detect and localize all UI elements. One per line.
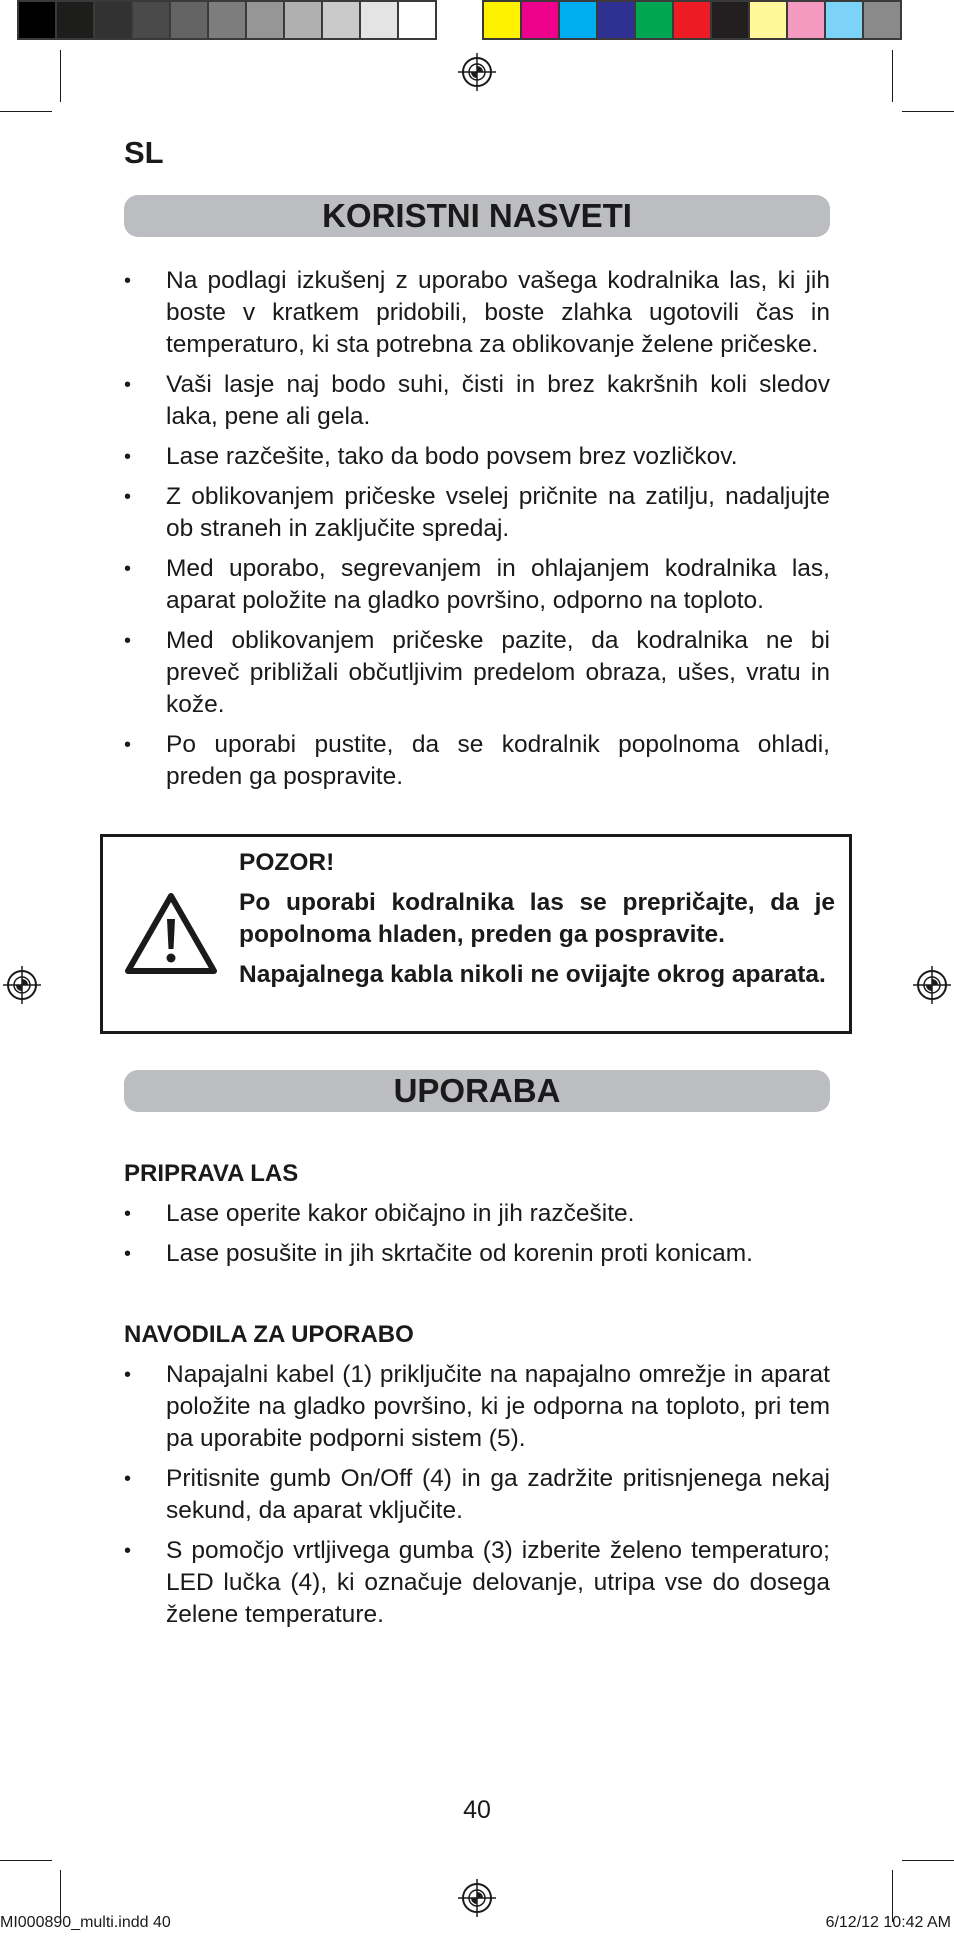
crop-mark xyxy=(0,111,52,112)
bullet: • xyxy=(124,1203,132,1225)
color-swatch xyxy=(283,0,323,40)
color-swatch xyxy=(824,0,864,40)
registration-mark-icon xyxy=(3,966,41,1004)
warning-heading: POZOR! xyxy=(239,849,335,876)
registration-mark-icon xyxy=(913,966,951,1004)
color-swatch xyxy=(862,0,902,40)
warning-box xyxy=(100,834,852,1034)
list-item: • Napajalni kabel (1) priključite na napajalno omrežje in aparat položite na gladko površino, ki je odporna na toploto, pri tem pa uporabite podporni sistem (5). xyxy=(124,1361,830,1452)
color-swatch xyxy=(245,0,285,40)
crop-mark xyxy=(902,111,954,112)
bullet: • xyxy=(124,486,132,508)
color-swatch xyxy=(17,0,57,40)
crop-mark xyxy=(902,1860,954,1861)
color-swatch xyxy=(558,0,598,40)
warning-triangle-icon xyxy=(123,891,219,977)
warning-line: Napajalnega kabla nikoli ne ovijajte okrog aparata. xyxy=(239,961,826,988)
language-code: SL xyxy=(124,135,164,170)
color-swatch xyxy=(207,0,247,40)
list-item: • Z oblikovanjem pričeske vselej pričnite na zatilju, nadaljujte ob straneh in zaključite spredaj. xyxy=(124,483,830,542)
registration-mark-icon xyxy=(458,53,496,91)
list-item: • Lase razčešite, tako da bodo povsem brez vozličkov. xyxy=(124,441,830,473)
hair-prep-list xyxy=(124,1198,830,1278)
bullet: • xyxy=(124,1540,132,1562)
bullet: • xyxy=(124,270,132,292)
color-swatch xyxy=(748,0,788,40)
subsection-title-priprava-las: PRIPRAVA LAS xyxy=(124,1160,299,1187)
list-item: • Med oblikovanjem pričeske pazite, da kodralnika ne bi preveč približali občutljivim predelom obraza, ušes, vratu in kože. xyxy=(124,627,830,718)
grayscale-color-bar xyxy=(19,0,437,44)
color-swatch xyxy=(131,0,171,40)
slug-file: MI000890_multi.indd 40 xyxy=(0,1914,171,1931)
color-swatch xyxy=(672,0,712,40)
color-swatch xyxy=(710,0,750,40)
bullet: • xyxy=(124,558,132,580)
list-item: • S pomočjo vrtljivega gumba (3) izberite želeno temperaturo; LED lučka (4), ki označuje delovanje, utripa vse do dosega želene temperature. xyxy=(124,1537,830,1628)
bullet: • xyxy=(124,1364,132,1386)
registration-mark-icon xyxy=(458,1879,496,1917)
crop-mark xyxy=(0,1860,52,1861)
list-item: • Med uporabo, segrevanjem in ohlajanjem kodralnika las, aparat položite na gladko površino, odporno na toploto. xyxy=(124,555,830,614)
color-swatch xyxy=(321,0,361,40)
color-swatch xyxy=(634,0,674,40)
warning-text xyxy=(239,847,835,999)
list-item: • Po uporabi pustite, da se kodralnik popolnoma ohladi, preden ga pospravite. xyxy=(124,731,830,790)
color-swatch xyxy=(482,0,522,40)
process-color-bar xyxy=(484,0,902,44)
color-swatch xyxy=(596,0,636,40)
section-title-koristni-nasveti: KORISTNI NASVETI xyxy=(124,195,830,237)
bullet: • xyxy=(124,374,132,396)
color-swatch xyxy=(397,0,437,40)
list-item: • Pritisnite gumb On/Off (4) in ga zadržite pritisnjenega nekaj sekund, da aparat vključite. xyxy=(124,1465,830,1524)
bullet: • xyxy=(124,630,132,652)
crop-mark xyxy=(60,50,61,102)
warning-line: Po uporabi kodralnika las se prepričajte, da je popolnoma hladen, preden ga pospravite. xyxy=(239,889,835,948)
color-swatch xyxy=(93,0,133,40)
subsection-title-navodila: NAVODILA ZA UPORABO xyxy=(124,1321,414,1348)
crop-mark xyxy=(892,50,893,102)
bullet: • xyxy=(124,446,132,468)
list-item: • Vaši lasje naj bodo suhi, čisti in brez kakršnih koli sledov laka, pene ali gela. xyxy=(124,371,830,430)
color-swatch xyxy=(169,0,209,40)
bullet: • xyxy=(124,734,132,756)
color-swatch xyxy=(520,0,560,40)
color-swatch xyxy=(55,0,95,40)
slug-datetime: 6/12/12 10:42 AM xyxy=(825,1914,951,1931)
list-item: • Lase posušite in jih skrtačite od korenin proti konicam. xyxy=(124,1238,830,1270)
bullet: • xyxy=(124,1243,132,1265)
usage-instructions-list xyxy=(124,1359,830,1639)
list-item: • Lase operite kakor običajno in jih razčešite. xyxy=(124,1198,830,1230)
list-item: • Na podlagi izkušenj z uporabo vašega kodralnika las, ki jih boste v kratkem pridobili, boste zlahka ugotovili čas in temperaturo, ki sta potrebna za oblikovanje želene pričeske. xyxy=(124,267,830,358)
color-swatch xyxy=(359,0,399,40)
section-title-uporaba: UPORABA xyxy=(124,1070,830,1112)
page-number: 40 xyxy=(463,1796,491,1824)
bullet: • xyxy=(124,1468,132,1490)
tips-list xyxy=(124,265,830,801)
color-swatch xyxy=(786,0,826,40)
